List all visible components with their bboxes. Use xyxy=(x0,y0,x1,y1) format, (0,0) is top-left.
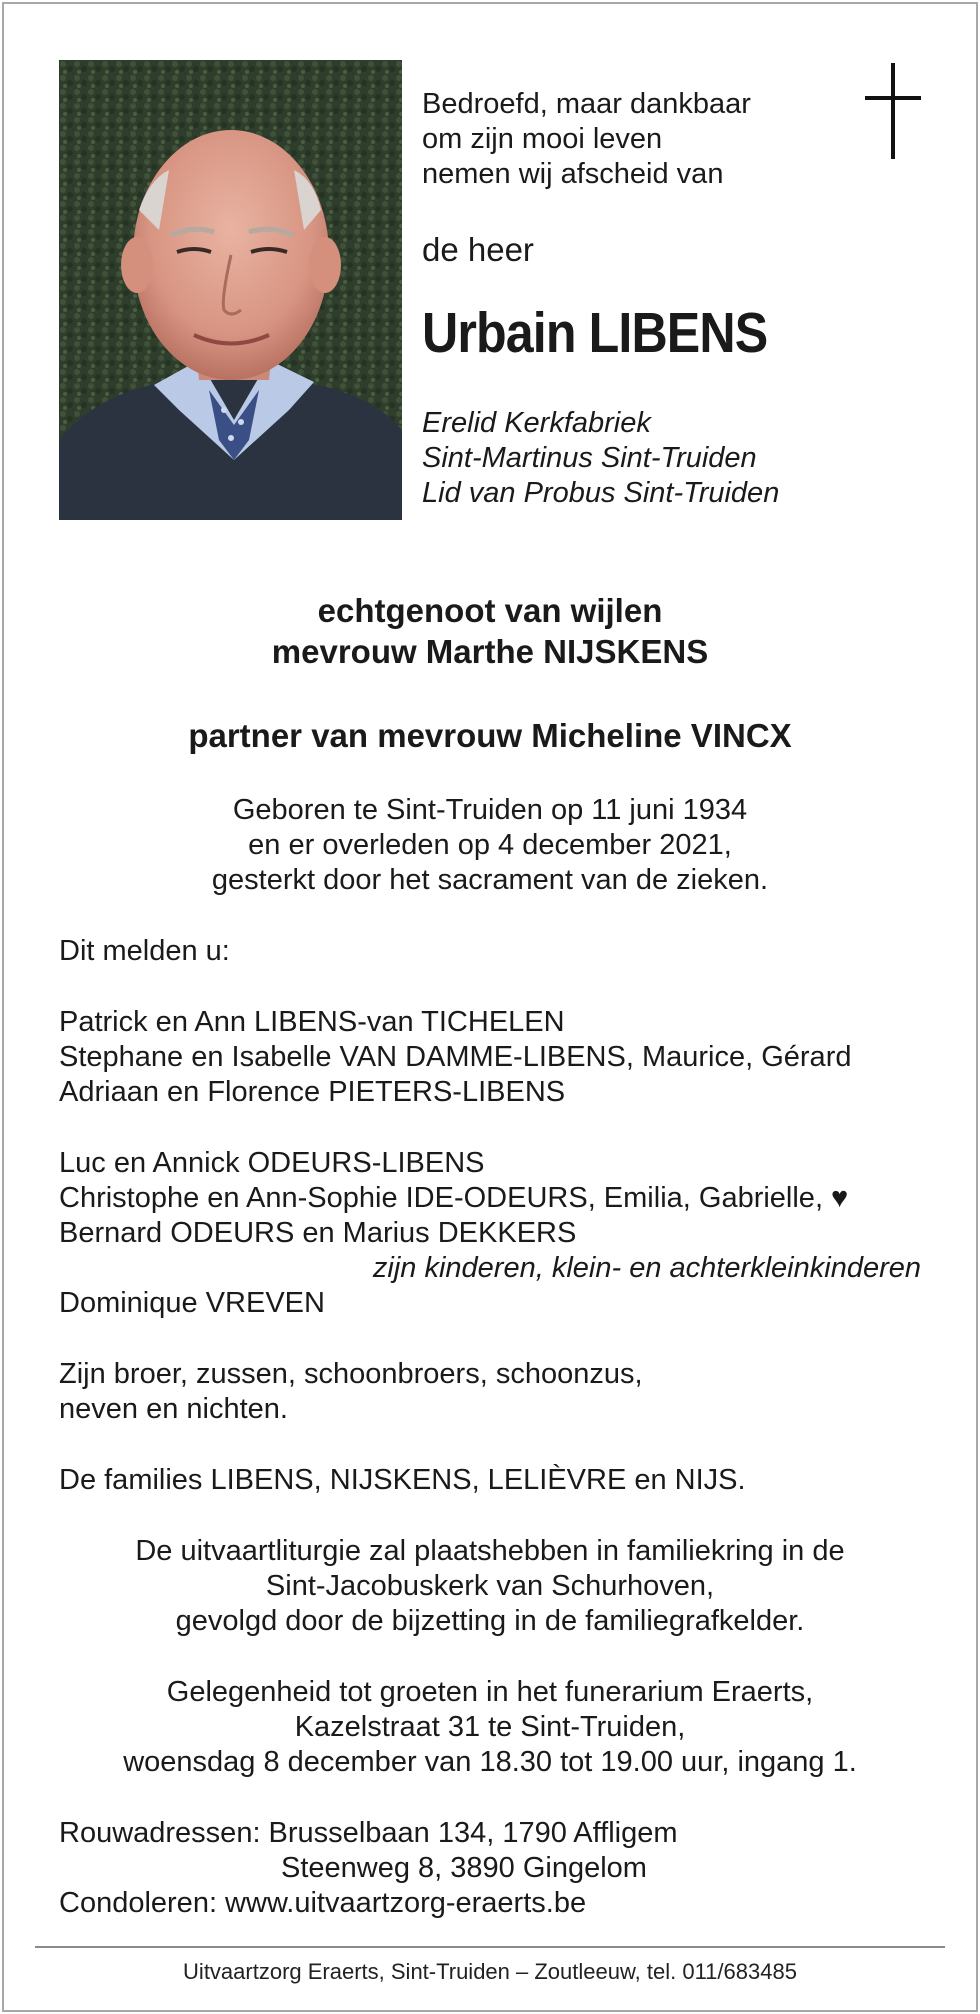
deceased-name: Urbain LIBENS xyxy=(422,301,768,365)
family-caption: zijn kinderen, klein- en achterkleinkinderen xyxy=(372,1252,921,1284)
family-line: Luc en Annick ODEURS-LIBENS xyxy=(59,1147,485,1179)
family-line: Christophe en Ann-Sophie IDE-ODEURS, Emilia, Gabrielle, ♥ xyxy=(59,1182,849,1214)
funeral-block xyxy=(0,1534,980,1639)
title-line: Lid van Probus Sint-Truiden xyxy=(422,477,780,509)
address-line: Rouwadressen: Brusselbaan 134, 1790 Affligem xyxy=(59,1817,678,1849)
family-group-1 xyxy=(59,1005,851,1110)
family-line: Bernard ODEURS en Marius DEKKERS xyxy=(59,1217,577,1249)
title-line: Erelid Kerkfabriek xyxy=(422,407,651,439)
honorary-titles xyxy=(422,406,779,511)
latin-cross-icon xyxy=(865,63,921,159)
family-line: Stephane en Isabelle VAN DAMME-LIBENS, Maurice, Gérard xyxy=(59,1041,852,1073)
announce-line: Dit melden u: xyxy=(59,935,230,967)
family-group-2 xyxy=(59,1146,921,1321)
spouse-block xyxy=(0,590,980,672)
intro-line: Bedroefd, maar dankbaar xyxy=(422,88,751,120)
funeral-line: Sint-Jacobuskerk van Schurhoven, xyxy=(265,1570,715,1602)
intro-line: nemen wij afscheid van xyxy=(422,158,724,190)
honorific: de heer xyxy=(422,231,534,268)
address-line: Steenweg 8, 3890 Gingelom xyxy=(281,1852,647,1884)
portrait-photo xyxy=(59,60,402,520)
spouse-line: echtgenoot van wijlen xyxy=(317,592,663,629)
announce-heading xyxy=(59,934,230,969)
funeral-line: De uitvaartliturgie zal plaatshebben in familiekring in de xyxy=(135,1535,845,1567)
visit-line: woensdag 8 december van 18.30 tot 19.00 uur, ingang 1. xyxy=(123,1746,857,1778)
visit-line: Gelegenheid tot groeten in het funerarium Eraerts, xyxy=(166,1676,814,1708)
family-line: Adriaan en Florence PIETERS-LIBENS xyxy=(59,1076,566,1108)
address-block xyxy=(59,1816,678,1921)
relatives-line: neven en nichten. xyxy=(59,1393,288,1425)
families-block xyxy=(59,1463,746,1498)
partner-block xyxy=(0,715,980,756)
companion-line: Dominique VREVEN xyxy=(59,1287,325,1319)
intro-line: om zijn mooi leven xyxy=(422,123,663,155)
intro-text xyxy=(422,87,751,192)
visitation-block xyxy=(0,1675,980,1780)
partner-line: partner van mevrouw Micheline VINCX xyxy=(188,717,792,754)
footer-divider xyxy=(35,1946,945,1948)
sacrament-line: gesterkt door het sacrament van de zieken. xyxy=(211,864,769,896)
relatives-block xyxy=(59,1357,643,1427)
birth-death-block xyxy=(0,793,980,898)
family-line: Patrick en Ann LIBENS-van TICHELEN xyxy=(59,1006,565,1038)
death-line: en er overleden op 4 december 2021, xyxy=(248,829,732,861)
title-line: Sint-Martinus Sint-Truiden xyxy=(422,442,757,474)
spouse-line: mevrouw Marthe NIJSKENS xyxy=(271,633,709,670)
visit-line: Kazelstraat 31 te Sint-Truiden, xyxy=(294,1711,686,1743)
funeral-line: gevolgd door de bijzetting in de familiegrafkelder. xyxy=(175,1605,805,1637)
footer-funeral-home: Uitvaartzorg Eraerts, Sint-Truiden – Zoutleeuw, tel. 011/683485 xyxy=(183,1959,797,1984)
condolence-line: Condoleren: www.uitvaartzorg-eraerts.be xyxy=(59,1887,587,1919)
birth-line: Geboren te Sint-Truiden op 11 juni 1934 xyxy=(232,794,748,826)
families-line: De families LIBENS, NIJSKENS, LELIÈVRE en NIJS. xyxy=(59,1464,746,1496)
relatives-line: Zijn broer, zussen, schoonbroers, schoonzus, xyxy=(59,1358,643,1390)
